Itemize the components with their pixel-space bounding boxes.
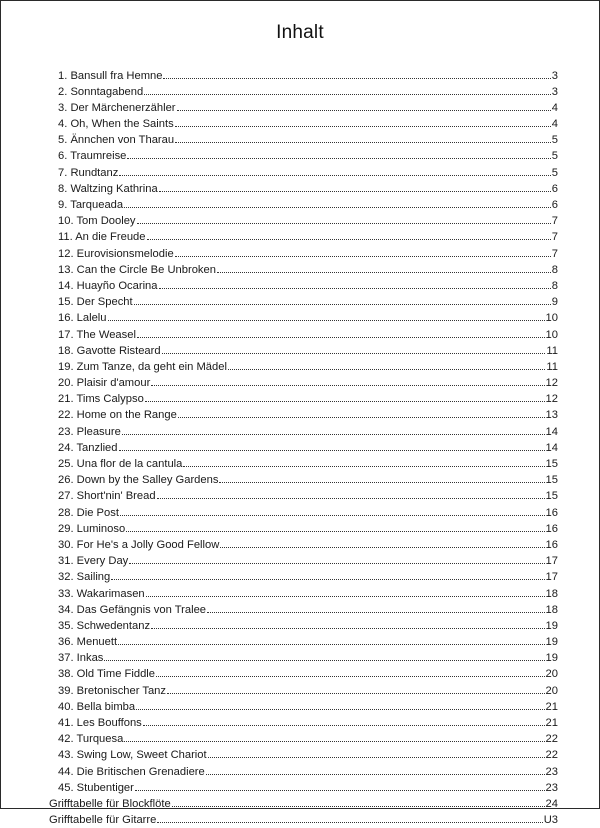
entry-page-number: 23 bbox=[546, 764, 558, 780]
dot-leader bbox=[137, 223, 551, 224]
toc-entry bbox=[58, 472, 558, 488]
dot-leader bbox=[126, 531, 544, 532]
entry-page-number: 12 bbox=[546, 391, 558, 407]
toc-entry bbox=[58, 294, 558, 310]
entry-title: 18. Gavotte Risteard bbox=[58, 343, 161, 359]
entry-title: 19. Zum Tanze, da geht ein Mädel bbox=[58, 359, 227, 375]
toc-entry bbox=[58, 521, 558, 537]
entry-title: 41. Les Bouffons bbox=[58, 715, 142, 731]
toc-entry bbox=[58, 197, 558, 213]
toc-entry bbox=[58, 666, 558, 682]
entry-page-number: 9 bbox=[552, 294, 558, 310]
entry-page-number: 21 bbox=[546, 715, 558, 731]
dot-leader bbox=[183, 466, 544, 467]
entry-title: 28. Die Post bbox=[58, 505, 119, 521]
entry-title: 25. Una flor de la cantula bbox=[58, 456, 182, 472]
toc-entry bbox=[58, 100, 558, 116]
dot-leader bbox=[172, 806, 545, 807]
entry-title: 45. Stubentiger bbox=[58, 780, 134, 796]
dot-leader bbox=[104, 660, 544, 661]
entry-page-number: 14 bbox=[546, 424, 558, 440]
entry-page-number: 10 bbox=[546, 310, 558, 326]
toc-entry bbox=[58, 84, 558, 100]
entry-title: 38. Old Time Fiddle bbox=[58, 666, 155, 682]
entry-title: 13. Can the Circle Be Unbroken bbox=[58, 262, 216, 278]
entry-page-number: 11 bbox=[546, 359, 558, 375]
toc-entry bbox=[58, 488, 558, 504]
toc-entry bbox=[58, 715, 558, 731]
entry-page-number: U3 bbox=[544, 812, 558, 828]
toc-entry bbox=[58, 602, 558, 618]
dot-leader bbox=[177, 110, 551, 111]
toc-entry bbox=[58, 456, 558, 472]
entry-page-number: 12 bbox=[546, 375, 558, 391]
entry-title: 14. Huayño Ocarina bbox=[58, 278, 158, 294]
toc-entry bbox=[58, 683, 558, 699]
entry-title: 29. Luminoso bbox=[58, 521, 125, 537]
entry-title: Grifftabelle für Gitarre bbox=[49, 812, 156, 828]
entry-title: 33. Wakarimasen bbox=[58, 586, 145, 602]
entry-title: 11. An die Freude bbox=[58, 229, 146, 245]
entry-page-number: 22 bbox=[546, 747, 558, 763]
entry-page-number: 6 bbox=[552, 197, 558, 213]
entry-title: 40. Bella bimba bbox=[58, 699, 135, 715]
dot-leader bbox=[122, 434, 545, 435]
dot-leader bbox=[178, 417, 545, 418]
dot-leader bbox=[135, 790, 545, 791]
dot-leader bbox=[151, 385, 544, 386]
toc-entry bbox=[58, 229, 558, 245]
dot-leader bbox=[118, 644, 544, 645]
dot-leader bbox=[127, 158, 550, 159]
entry-page-number: 24 bbox=[546, 796, 558, 812]
dot-leader bbox=[143, 725, 545, 726]
entry-title: 21. Tims Calypso bbox=[58, 391, 144, 407]
entry-page-number: 16 bbox=[546, 537, 558, 553]
toc-entry bbox=[58, 132, 558, 148]
entry-title: 27. Short'nin' Bread bbox=[58, 488, 156, 504]
entry-page-number: 21 bbox=[546, 699, 558, 715]
entry-title: 9. Tarqueada bbox=[58, 197, 123, 213]
entry-page-number: 6 bbox=[552, 181, 558, 197]
entry-page-number: 13 bbox=[546, 407, 558, 423]
toc-entry bbox=[58, 407, 558, 423]
dot-leader bbox=[120, 515, 545, 516]
entry-title: 31. Every Day bbox=[58, 553, 128, 569]
dot-leader bbox=[175, 142, 551, 143]
entry-page-number: 16 bbox=[546, 521, 558, 537]
toc-entry bbox=[58, 586, 558, 602]
dot-leader bbox=[136, 709, 544, 710]
toc-entry bbox=[58, 634, 558, 650]
entry-page-number: 15 bbox=[546, 472, 558, 488]
dot-leader bbox=[146, 596, 545, 597]
toc-entry bbox=[58, 537, 558, 553]
entry-page-number: 15 bbox=[546, 456, 558, 472]
entry-page-number: 7 bbox=[552, 213, 558, 229]
toc-entry bbox=[58, 505, 558, 521]
toc-entry bbox=[58, 116, 558, 132]
dot-leader bbox=[157, 498, 545, 499]
toc-entry bbox=[58, 165, 558, 181]
entry-page-number: 11 bbox=[546, 343, 558, 359]
page-title: Inhalt bbox=[0, 22, 600, 44]
toc-entry bbox=[58, 343, 558, 359]
entry-title: 37. Inkas bbox=[58, 650, 103, 666]
dot-leader bbox=[208, 757, 545, 758]
entry-title: 10. Tom Dooley bbox=[58, 213, 136, 229]
entry-page-number: 7 bbox=[552, 229, 558, 245]
entry-page-number: 20 bbox=[546, 683, 558, 699]
toc-entry bbox=[58, 213, 558, 229]
dot-leader bbox=[129, 563, 544, 564]
entry-title: 22. Home on the Range bbox=[58, 407, 177, 423]
dot-leader bbox=[228, 369, 545, 370]
entry-page-number: 19 bbox=[546, 634, 558, 650]
toc-entry bbox=[58, 440, 558, 456]
dot-leader bbox=[220, 547, 544, 548]
dot-leader bbox=[159, 288, 551, 289]
toc-entry bbox=[58, 747, 558, 763]
entry-title: 34. Das Gefängnis von Tralee bbox=[58, 602, 206, 618]
entry-title: 30. For He's a Jolly Good Fellow bbox=[58, 537, 219, 553]
toc-entry bbox=[58, 327, 558, 343]
entry-title: 26. Down by the Salley Gardens bbox=[58, 472, 218, 488]
entry-page-number: 18 bbox=[546, 586, 558, 602]
dot-leader bbox=[157, 822, 542, 823]
entry-page-number: 3 bbox=[552, 84, 558, 100]
entry-title: 36. Menuett bbox=[58, 634, 117, 650]
dot-leader bbox=[147, 239, 551, 240]
toc-entry bbox=[58, 181, 558, 197]
dot-leader bbox=[162, 353, 546, 354]
dot-leader bbox=[134, 304, 551, 305]
dot-leader bbox=[124, 207, 551, 208]
entry-title: 39. Bretonischer Tanz bbox=[58, 683, 166, 699]
toc-entry bbox=[58, 764, 558, 780]
dot-leader bbox=[206, 774, 545, 775]
toc-entry bbox=[58, 359, 558, 375]
entry-title: 42. Turquesa bbox=[58, 731, 123, 747]
entry-page-number: 19 bbox=[546, 650, 558, 666]
toc-entry bbox=[58, 569, 558, 585]
toc-entry bbox=[58, 780, 558, 796]
entry-title: 2. Sonntagabend bbox=[58, 84, 143, 100]
dot-leader bbox=[124, 741, 544, 742]
entry-page-number: 23 bbox=[546, 780, 558, 796]
entry-title: 5. Ännchen von Tharau bbox=[58, 132, 174, 148]
entry-page-number: 5 bbox=[552, 148, 558, 164]
toc-entry bbox=[58, 148, 558, 164]
dot-leader bbox=[119, 450, 545, 451]
entry-page-number: 5 bbox=[552, 165, 558, 181]
entry-title: 12. Eurovisionsmelodie bbox=[58, 246, 174, 262]
dot-leader bbox=[207, 612, 545, 613]
toc-entry bbox=[58, 424, 558, 440]
entry-title: 16. Lalelu bbox=[58, 310, 107, 326]
toc-entry bbox=[49, 812, 558, 828]
toc-entry bbox=[58, 375, 558, 391]
dot-leader bbox=[175, 256, 551, 257]
toc-entry bbox=[58, 553, 558, 569]
entry-page-number: 15 bbox=[546, 488, 558, 504]
dot-leader bbox=[119, 175, 550, 176]
entry-title: 8. Waltzing Kathrina bbox=[58, 181, 158, 197]
entry-title: 20. Plaisir d'amour bbox=[58, 375, 150, 391]
dot-leader bbox=[217, 272, 551, 273]
toc-entry bbox=[58, 650, 558, 666]
entry-title: 44. Die Britischen Grenadiere bbox=[58, 764, 205, 780]
toc-entry bbox=[58, 310, 558, 326]
entry-page-number: 22 bbox=[546, 731, 558, 747]
entry-page-number: 7 bbox=[552, 246, 558, 262]
entry-title: 17. The Weasel bbox=[58, 327, 136, 343]
entry-title: 35. Schwedentanz bbox=[58, 618, 150, 634]
dot-leader bbox=[219, 482, 544, 483]
entry-page-number: 4 bbox=[552, 116, 558, 132]
entry-page-number: 4 bbox=[552, 100, 558, 116]
entry-page-number: 17 bbox=[546, 553, 558, 569]
entry-page-number: 19 bbox=[546, 618, 558, 634]
entry-title: 23. Pleasure bbox=[58, 424, 121, 440]
entry-page-number: 5 bbox=[552, 132, 558, 148]
entry-page-number: 17 bbox=[546, 569, 558, 585]
entry-page-number: 8 bbox=[552, 262, 558, 278]
toc-entry bbox=[58, 262, 558, 278]
entry-page-number: 20 bbox=[546, 666, 558, 682]
entry-title: 15. Der Specht bbox=[58, 294, 133, 310]
entry-title: 43. Swing Low, Sweet Chariot bbox=[58, 747, 207, 763]
dot-leader bbox=[137, 337, 545, 338]
entry-page-number: 10 bbox=[546, 327, 558, 343]
dot-leader bbox=[111, 579, 544, 580]
toc-entry bbox=[58, 68, 558, 84]
entry-title: 1. Bansull fra Hemne bbox=[58, 68, 162, 84]
dot-leader bbox=[151, 628, 544, 629]
entry-page-number: 18 bbox=[546, 602, 558, 618]
dot-leader bbox=[167, 693, 545, 694]
toc-entry bbox=[58, 246, 558, 262]
entry-title: 4. Oh, When the Saints bbox=[58, 116, 174, 132]
entry-title: 7. Rundtanz bbox=[58, 165, 118, 181]
dot-leader bbox=[145, 401, 545, 402]
dot-leader bbox=[175, 126, 551, 127]
dot-leader bbox=[144, 94, 551, 95]
toc-entry bbox=[58, 618, 558, 634]
entry-page-number: 3 bbox=[552, 68, 558, 84]
toc-entry bbox=[58, 391, 558, 407]
entry-title: Grifftabelle für Blockflöte bbox=[49, 796, 171, 812]
entry-title: 32. Sailing bbox=[58, 569, 110, 585]
toc-entry bbox=[49, 796, 558, 812]
dot-leader bbox=[156, 676, 545, 677]
dot-leader bbox=[163, 78, 550, 79]
dot-leader bbox=[159, 191, 551, 192]
entry-title: 6. Traumreise bbox=[58, 148, 126, 164]
entry-page-number: 16 bbox=[546, 505, 558, 521]
toc-entry bbox=[58, 731, 558, 747]
entry-title: 24. Tanzlied bbox=[58, 440, 118, 456]
toc-entry bbox=[58, 699, 558, 715]
entry-page-number: 8 bbox=[552, 278, 558, 294]
toc-entry bbox=[58, 278, 558, 294]
entry-title: 3. Der Märchenerzähler bbox=[58, 100, 176, 116]
dot-leader bbox=[108, 320, 545, 321]
entry-page-number: 14 bbox=[546, 440, 558, 456]
table-of-contents bbox=[58, 68, 558, 828]
